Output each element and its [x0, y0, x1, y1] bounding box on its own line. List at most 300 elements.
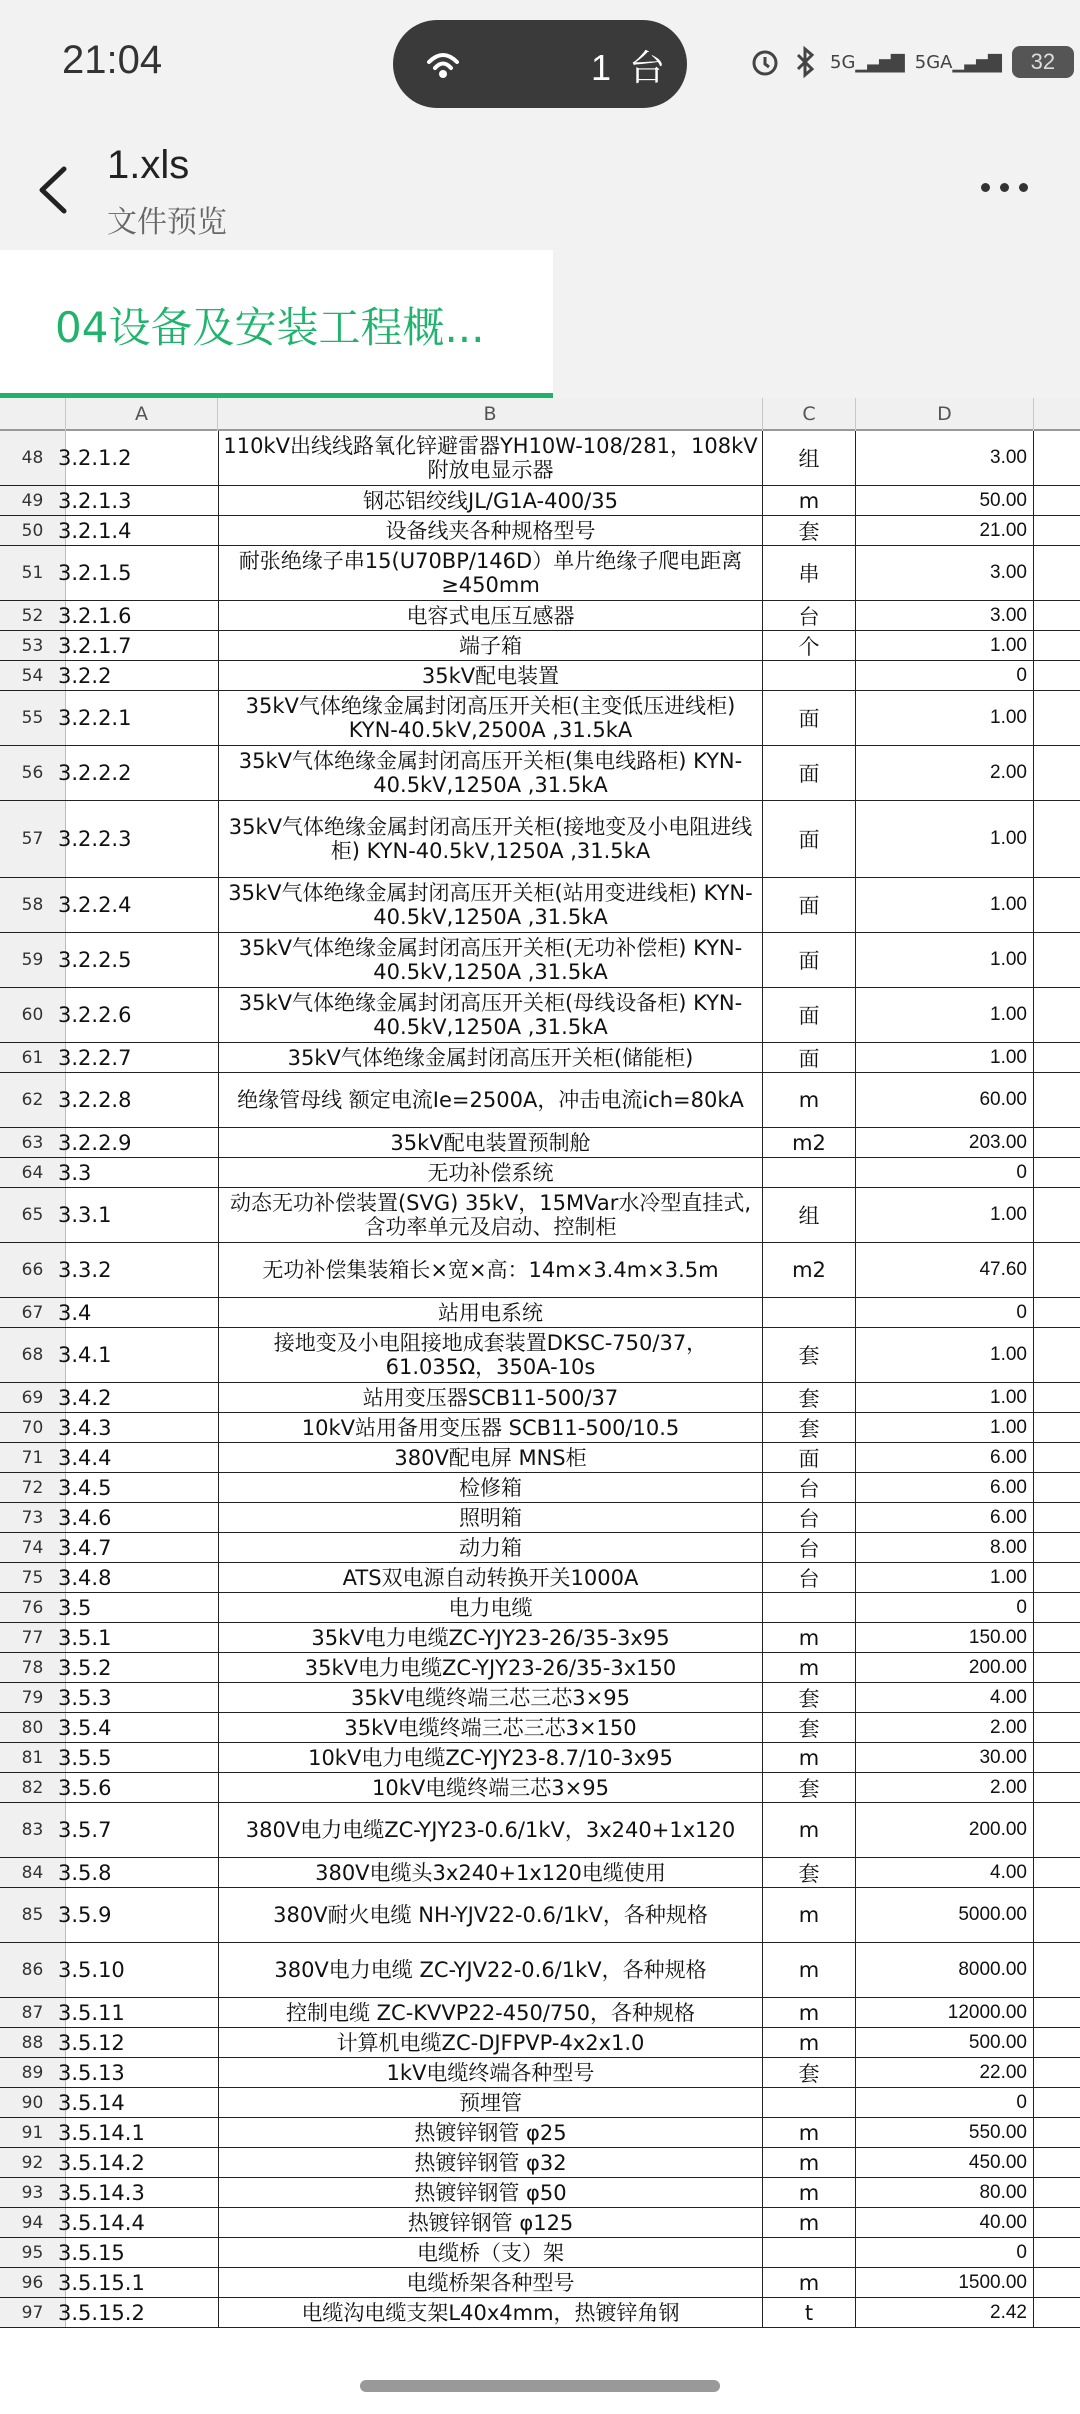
row-number[interactable]: 66	[0, 1243, 66, 1297]
row-number[interactable]: 78	[0, 1653, 66, 1682]
table-row[interactable]	[0, 2178, 1080, 2208]
cell-c[interactable]: m	[763, 1623, 856, 1652]
cell-a[interactable]	[58, 691, 218, 745]
table-row[interactable]	[0, 2298, 1080, 2328]
cell-c[interactable]: t	[763, 2298, 856, 2327]
table-row[interactable]	[0, 1888, 1080, 1943]
cell-b[interactable]: 380V电缆头3x240+1x120电缆使用	[218, 1858, 763, 1887]
row-number[interactable]: 68	[0, 1328, 66, 1382]
row-number[interactable]: 94	[0, 2208, 66, 2237]
cell-a[interactable]	[58, 1443, 218, 1472]
cell-b[interactable]: 35kV电力电缆ZC-YJY23-26/35-3x150	[218, 1653, 763, 1682]
row-number[interactable]: 52	[0, 601, 66, 630]
table-row[interactable]	[0, 1653, 1080, 1683]
row-number[interactable]: 57	[0, 801, 66, 877]
table-row[interactable]	[0, 1503, 1080, 1533]
table-row[interactable]	[0, 546, 1080, 601]
cell-a[interactable]	[58, 1998, 218, 2027]
cell-b[interactable]: 电缆桥（支）架	[218, 2238, 763, 2267]
row-number[interactable]: 51	[0, 546, 66, 600]
cell-d[interactable]: 200.00	[856, 1803, 1034, 1857]
table-row[interactable]	[0, 516, 1080, 546]
row-number[interactable]: 89	[0, 2058, 66, 2087]
cell-b[interactable]: 动态无功补偿装置(SVG) 35kV，15MVar水冷型直挂式,含功率单元及启动、控制柜	[218, 1188, 763, 1242]
table-row[interactable]	[0, 1563, 1080, 1593]
cell-b[interactable]: 380V配电屏 MNS柜	[218, 1443, 763, 1472]
column-header-a[interactable]: A	[66, 398, 218, 431]
table-row[interactable]	[0, 1773, 1080, 1803]
row-number[interactable]: 74	[0, 1533, 66, 1562]
cell-a[interactable]	[58, 1473, 218, 1502]
cell-c[interactable]: 台	[763, 1473, 856, 1502]
cell-d[interactable]: 200.00	[856, 1653, 1034, 1682]
cell-b[interactable]: 热镀锌钢管 φ50	[218, 2178, 763, 2207]
table-row[interactable]	[0, 1298, 1080, 1328]
row-number[interactable]: 90	[0, 2088, 66, 2117]
cell-a[interactable]	[58, 1073, 218, 1127]
row-number[interactable]: 80	[0, 1713, 66, 1742]
cell-c[interactable]: m	[763, 1803, 856, 1857]
row-number[interactable]: 86	[0, 1943, 66, 1997]
cell-d[interactable]: 0	[856, 661, 1034, 690]
cell-b[interactable]: 接地变及小电阻接地成套装置DKSC-750/37，61.035Ω，350A-10s	[218, 1328, 763, 1382]
row-number[interactable]: 77	[0, 1623, 66, 1652]
cell-c[interactable]: 套	[763, 1858, 856, 1887]
cell-c[interactable]: 套	[763, 1413, 856, 1442]
cell-a[interactable]	[58, 2118, 218, 2147]
table-row[interactable]	[0, 1533, 1080, 1563]
cell-c[interactable]: m	[763, 1943, 856, 1997]
row-number[interactable]: 63	[0, 1128, 66, 1157]
cell-b[interactable]: 1kV电缆终端各种型号	[218, 2058, 763, 2087]
cell-b[interactable]: 35kV气体绝缘金属封闭高压开关柜(集电线路柜) KYN-40.5kV,1250A ,31.5kA	[218, 746, 763, 800]
cell-c[interactable]: m	[763, 2178, 856, 2207]
cell-a[interactable]	[58, 1043, 218, 1072]
cell-c[interactable]: 套	[763, 1713, 856, 1742]
row-number[interactable]: 88	[0, 2028, 66, 2057]
table-row[interactable]	[0, 1413, 1080, 1443]
cell-c[interactable]: m	[763, 1998, 856, 2027]
cell-d[interactable]: 500.00	[856, 2028, 1034, 2057]
table-row[interactable]	[0, 1073, 1080, 1128]
row-number[interactable]: 97	[0, 2298, 66, 2327]
cell-d[interactable]: 8000.00	[856, 1943, 1034, 1997]
row-number[interactable]: 79	[0, 1683, 66, 1712]
cell-d[interactable]: 150.00	[856, 1623, 1034, 1652]
row-number[interactable]: 71	[0, 1443, 66, 1472]
cell-b[interactable]: 电缆桥架各种型号	[218, 2268, 763, 2297]
table-row[interactable]	[0, 2028, 1080, 2058]
table-row[interactable]	[0, 1858, 1080, 1888]
cell-b[interactable]: 预埋管	[218, 2088, 763, 2117]
cell-d[interactable]: 1.00	[856, 1563, 1034, 1592]
cell-b[interactable]: 钢芯铝绞线JL/G1A-400/35	[218, 486, 763, 515]
row-number[interactable]: 87	[0, 1998, 66, 2027]
cell-a[interactable]	[58, 631, 218, 660]
cell-a[interactable]	[58, 801, 218, 877]
home-handle[interactable]	[360, 2380, 720, 2392]
back-arrow-icon[interactable]	[32, 155, 76, 225]
cell-d[interactable]: 1.00	[856, 933, 1034, 987]
cell-b[interactable]: 35kV配电装置	[218, 661, 763, 690]
cell-a[interactable]	[58, 2028, 218, 2057]
cell-d[interactable]: 550.00	[856, 2118, 1034, 2147]
column-header-b[interactable]: B	[218, 398, 763, 431]
cell-d[interactable]: 1.00	[856, 1043, 1034, 1072]
row-number[interactable]: 60	[0, 988, 66, 1042]
cell-a[interactable]	[58, 2148, 218, 2177]
cell-a[interactable]	[58, 1943, 218, 1997]
table-row[interactable]	[0, 1243, 1080, 1298]
cell-c[interactable]: 台	[763, 1563, 856, 1592]
row-number[interactable]: 54	[0, 661, 66, 690]
table-row[interactable]	[0, 1743, 1080, 1773]
table-row[interactable]	[0, 878, 1080, 933]
row-number[interactable]: 49	[0, 486, 66, 515]
cell-b[interactable]: 35kV气体绝缘金属封闭高压开关柜(接地变及小电阻进线柜) KYN-40.5kV,1250A ,31.5kA	[218, 801, 763, 877]
cell-c[interactable]: m	[763, 1653, 856, 1682]
cell-a[interactable]	[58, 1623, 218, 1652]
cell-d[interactable]: 1.00	[856, 691, 1034, 745]
row-number[interactable]: 73	[0, 1503, 66, 1532]
cell-c[interactable]: m	[763, 1073, 856, 1127]
cell-c[interactable]: 面	[763, 1443, 856, 1472]
cell-b[interactable]: 35kV气体绝缘金属封闭高压开关柜(储能柜)	[218, 1043, 763, 1072]
cell-a[interactable]	[58, 933, 218, 987]
cell-c[interactable]: m2	[763, 1128, 856, 1157]
table-row[interactable]	[0, 601, 1080, 631]
cell-b[interactable]: 站用变压器SCB11-500/37	[218, 1383, 763, 1412]
cell-c[interactable]: m	[763, 2028, 856, 2057]
spreadsheet-grid[interactable]	[0, 398, 1080, 2360]
cell-d[interactable]: 1.00	[856, 1413, 1034, 1442]
cell-d[interactable]: 1.00	[856, 878, 1034, 932]
cell-b[interactable]: 热镀锌钢管 φ25	[218, 2118, 763, 2147]
cell-a[interactable]	[58, 431, 218, 485]
cell-c[interactable]: 套	[763, 2058, 856, 2087]
cell-c[interactable]: 面	[763, 988, 856, 1042]
cell-d[interactable]: 3.00	[856, 601, 1034, 630]
table-row[interactable]	[0, 691, 1080, 746]
cell-a[interactable]	[58, 2268, 218, 2297]
cell-b[interactable]: 35kV气体绝缘金属封闭高压开关柜(主变低压进线柜) KYN-40.5kV,2500A ,31.5kA	[218, 691, 763, 745]
cell-a[interactable]	[58, 1773, 218, 1802]
row-number[interactable]: 72	[0, 1473, 66, 1502]
cell-a[interactable]	[58, 1158, 218, 1187]
cell-b[interactable]: 380V电力电缆ZC-YJY23-0.6/1kV，3x240+1x120	[218, 1803, 763, 1857]
cell-b[interactable]: 检修箱	[218, 1473, 763, 1502]
cell-a[interactable]	[58, 2088, 218, 2117]
table-row[interactable]	[0, 801, 1080, 878]
cell-c[interactable]: 组	[763, 1188, 856, 1242]
cell-d[interactable]: 1.00	[856, 631, 1034, 660]
cell-c[interactable]: 面	[763, 801, 856, 877]
cell-c[interactable]: m	[763, 2118, 856, 2147]
cell-b[interactable]: 耐张绝缘子串15(U70BP/146D）单片绝缘子爬电距离≥450mm	[218, 546, 763, 600]
cell-d[interactable]: 203.00	[856, 1128, 1034, 1157]
cell-b[interactable]: 35kV气体绝缘金属封闭高压开关柜(母线设备柜) KYN-40.5kV,1250A ,31.5kA	[218, 988, 763, 1042]
cell-c[interactable]: 面	[763, 691, 856, 745]
cell-a[interactable]	[58, 2178, 218, 2207]
cell-b[interactable]: 热镀锌钢管 φ125	[218, 2208, 763, 2237]
cell-c[interactable]	[763, 661, 856, 690]
table-row[interactable]	[0, 1473, 1080, 1503]
cell-b[interactable]: 动力箱	[218, 1533, 763, 1562]
cell-c[interactable]	[763, 1593, 856, 1622]
cell-b[interactable]: 35kV配电装置预制舱	[218, 1128, 763, 1157]
cell-b[interactable]: 无功补偿系统	[218, 1158, 763, 1187]
table-row[interactable]	[0, 1943, 1080, 1998]
cell-b[interactable]: 电容式电压互感器	[218, 601, 763, 630]
cell-d[interactable]: 1500.00	[856, 2268, 1034, 2297]
column-header-d[interactable]: D	[856, 398, 1034, 431]
sheet-tab[interactable]	[0, 250, 553, 398]
cell-d[interactable]: 1.00	[856, 801, 1034, 877]
table-row[interactable]	[0, 746, 1080, 801]
cell-b[interactable]: 35kV气体绝缘金属封闭高压开关柜(站用变进线柜) KYN-40.5kV,1250A ,31.5kA	[218, 878, 763, 932]
row-number[interactable]: 53	[0, 631, 66, 660]
table-row[interactable]	[0, 2118, 1080, 2148]
cell-d[interactable]: 40.00	[856, 2208, 1034, 2237]
table-row[interactable]	[0, 631, 1080, 661]
cell-c[interactable]: 套	[763, 516, 856, 545]
cell-a[interactable]	[58, 546, 218, 600]
cell-d[interactable]: 47.60	[856, 1243, 1034, 1297]
cell-c[interactable]: 面	[763, 933, 856, 987]
cell-d[interactable]: 2.42	[856, 2298, 1034, 2327]
row-number[interactable]: 91	[0, 2118, 66, 2147]
table-row[interactable]	[0, 1443, 1080, 1473]
table-row[interactable]	[0, 1803, 1080, 1858]
cell-b[interactable]: 热镀锌钢管 φ32	[218, 2148, 763, 2177]
row-number[interactable]: 56	[0, 746, 66, 800]
column-header-c[interactable]: C	[763, 398, 856, 431]
cell-d[interactable]: 21.00	[856, 516, 1034, 545]
cell-a[interactable]	[58, 1653, 218, 1682]
cell-a[interactable]	[58, 601, 218, 630]
cell-d[interactable]: 22.00	[856, 2058, 1034, 2087]
cell-a[interactable]	[58, 2208, 218, 2237]
cell-b[interactable]: 设备线夹各种规格型号	[218, 516, 763, 545]
row-number[interactable]: 82	[0, 1773, 66, 1802]
cell-a[interactable]	[58, 2058, 218, 2087]
cell-d[interactable]: 0	[856, 1158, 1034, 1187]
row-number[interactable]: 62	[0, 1073, 66, 1127]
cell-c[interactable]: 面	[763, 878, 856, 932]
table-row[interactable]	[0, 1713, 1080, 1743]
cell-c[interactable]: 组	[763, 431, 856, 485]
cell-c[interactable]: 面	[763, 746, 856, 800]
cell-a[interactable]	[58, 1298, 218, 1327]
row-number[interactable]: 95	[0, 2238, 66, 2267]
cell-d[interactable]: 0	[856, 1298, 1034, 1327]
row-number[interactable]: 48	[0, 431, 66, 485]
cell-c[interactable]: m	[763, 1743, 856, 1772]
cell-b[interactable]: 电力电缆	[218, 1593, 763, 1622]
table-row[interactable]	[0, 661, 1080, 691]
cell-c[interactable]: 面	[763, 1043, 856, 1072]
table-row[interactable]	[0, 933, 1080, 988]
cell-c[interactable]: 套	[763, 1683, 856, 1712]
cell-b[interactable]: 无功补偿集装箱长×宽×高：14m×3.4m×3.5m	[218, 1243, 763, 1297]
cell-c[interactable]: 套	[763, 1383, 856, 1412]
table-row[interactable]	[0, 1623, 1080, 1653]
cell-a[interactable]	[58, 988, 218, 1042]
row-number[interactable]: 85	[0, 1888, 66, 1942]
cell-d[interactable]: 50.00	[856, 486, 1034, 515]
table-row[interactable]	[0, 486, 1080, 516]
more-menu-icon[interactable]	[975, 177, 1035, 197]
cell-c[interactable]: 套	[763, 1328, 856, 1382]
table-row[interactable]	[0, 2058, 1080, 2088]
table-row[interactable]	[0, 431, 1080, 486]
row-number[interactable]: 75	[0, 1563, 66, 1592]
cell-d[interactable]: 6.00	[856, 1443, 1034, 1472]
cell-c[interactable]: m	[763, 2148, 856, 2177]
row-number[interactable]: 81	[0, 1743, 66, 1772]
cell-a[interactable]	[58, 661, 218, 690]
cell-c[interactable]: m	[763, 2268, 856, 2297]
cell-b[interactable]: 35kV电缆终端三芯三芯3×95	[218, 1683, 763, 1712]
connection-pill[interactable]	[393, 20, 687, 108]
cell-d[interactable]: 0	[856, 1593, 1034, 1622]
cell-a[interactable]	[58, 1243, 218, 1297]
cell-a[interactable]	[58, 1858, 218, 1887]
row-number[interactable]: 58	[0, 878, 66, 932]
table-row[interactable]	[0, 2148, 1080, 2178]
cell-a[interactable]	[58, 1383, 218, 1412]
table-row[interactable]	[0, 2088, 1080, 2118]
cell-a[interactable]	[58, 1803, 218, 1857]
table-row[interactable]	[0, 1383, 1080, 1413]
row-number[interactable]: 76	[0, 1593, 66, 1622]
row-number[interactable]: 70	[0, 1413, 66, 1442]
cell-d[interactable]: 1.00	[856, 988, 1034, 1042]
cell-c[interactable]: 个	[763, 631, 856, 660]
cell-a[interactable]	[58, 2298, 218, 2327]
cell-a[interactable]	[58, 878, 218, 932]
cell-a[interactable]	[58, 1413, 218, 1442]
table-row[interactable]	[0, 2268, 1080, 2298]
cell-d[interactable]: 5000.00	[856, 1888, 1034, 1942]
cell-c[interactable]: m	[763, 486, 856, 515]
cell-c[interactable]: m2	[763, 1243, 856, 1297]
cell-c[interactable]: m	[763, 2208, 856, 2237]
row-number[interactable]: 93	[0, 2178, 66, 2207]
table-row[interactable]	[0, 1158, 1080, 1188]
cell-d[interactable]: 2.00	[856, 1773, 1034, 1802]
cell-d[interactable]: 4.00	[856, 1858, 1034, 1887]
cell-d[interactable]: 450.00	[856, 2148, 1034, 2177]
cell-c[interactable]	[763, 1298, 856, 1327]
row-number[interactable]: 65	[0, 1188, 66, 1242]
table-row[interactable]	[0, 988, 1080, 1043]
cell-b[interactable]: 计算机电缆ZC-DJFPVP-4x2x1.0	[218, 2028, 763, 2057]
cell-a[interactable]	[58, 1328, 218, 1382]
cell-a[interactable]	[58, 746, 218, 800]
column-header-e[interactable]	[1034, 398, 1080, 431]
cell-b[interactable]: 10kV电缆终端三芯3×95	[218, 1773, 763, 1802]
cell-d[interactable]: 2.00	[856, 746, 1034, 800]
cell-a[interactable]	[58, 1593, 218, 1622]
cell-b[interactable]: 35kV气体绝缘金属封闭高压开关柜(无功补偿柜) KYN-40.5kV,1250A ,31.5kA	[218, 933, 763, 987]
cell-d[interactable]: 1.00	[856, 1383, 1034, 1412]
cell-d[interactable]: 60.00	[856, 1073, 1034, 1127]
table-row[interactable]	[0, 1128, 1080, 1158]
cell-c[interactable]	[763, 2238, 856, 2267]
cell-a[interactable]	[58, 1188, 218, 1242]
row-number[interactable]: 92	[0, 2148, 66, 2177]
cell-c[interactable]: 台	[763, 1533, 856, 1562]
cell-b[interactable]: 站用电系统	[218, 1298, 763, 1327]
cell-d[interactable]: 12000.00	[856, 1998, 1034, 2027]
table-row[interactable]	[0, 1043, 1080, 1073]
cell-b[interactable]: 电缆沟电缆支架L40x4mm，热镀锌角钢	[218, 2298, 763, 2327]
cell-a[interactable]	[58, 1713, 218, 1742]
row-number[interactable]: 50	[0, 516, 66, 545]
cell-a[interactable]	[58, 1533, 218, 1562]
cell-d[interactable]: 3.00	[856, 431, 1034, 485]
cell-b[interactable]: 控制电缆 ZC-KVVP22-450/750，各种规格	[218, 1998, 763, 2027]
cell-b[interactable]: 380V电力电缆 ZC-YJV22-0.6/1kV，各种规格	[218, 1943, 763, 1997]
row-number[interactable]: 84	[0, 1858, 66, 1887]
row-number[interactable]: 69	[0, 1383, 66, 1412]
cell-b[interactable]: ATS双电源自动转换开关1000A	[218, 1563, 763, 1592]
cell-d[interactable]: 6.00	[856, 1503, 1034, 1532]
cell-b[interactable]: 10kV站用备用变压器 SCB11-500/10.5	[218, 1413, 763, 1442]
cell-c[interactable]	[763, 2088, 856, 2117]
row-number[interactable]: 61	[0, 1043, 66, 1072]
cell-d[interactable]: 30.00	[856, 1743, 1034, 1772]
table-row[interactable]	[0, 1593, 1080, 1623]
row-number[interactable]: 96	[0, 2268, 66, 2297]
cell-a[interactable]	[58, 1503, 218, 1532]
row-number[interactable]: 55	[0, 691, 66, 745]
cell-a[interactable]	[58, 1888, 218, 1942]
cell-c[interactable]: 台	[763, 1503, 856, 1532]
table-row[interactable]	[0, 2238, 1080, 2268]
cell-b[interactable]: 端子箱	[218, 631, 763, 660]
row-number[interactable]: 67	[0, 1298, 66, 1327]
cell-d[interactable]: 0	[856, 2238, 1034, 2267]
cell-a[interactable]	[58, 486, 218, 515]
cell-b[interactable]: 35kV电缆终端三芯三芯3×150	[218, 1713, 763, 1742]
cell-c[interactable]: 台	[763, 601, 856, 630]
cell-b[interactable]: 照明箱	[218, 1503, 763, 1532]
cell-a[interactable]	[58, 1128, 218, 1157]
cell-d[interactable]: 6.00	[856, 1473, 1034, 1502]
cell-b[interactable]: 绝缘管母线 额定电流Ie=2500A，冲击电流ich=80kA	[218, 1073, 763, 1127]
cell-a[interactable]	[58, 1743, 218, 1772]
cell-d[interactable]: 1.00	[856, 1328, 1034, 1382]
table-row[interactable]	[0, 1188, 1080, 1243]
row-number[interactable]: 83	[0, 1803, 66, 1857]
cell-d[interactable]: 8.00	[856, 1533, 1034, 1562]
row-number[interactable]: 59	[0, 933, 66, 987]
row-number[interactable]: 64	[0, 1158, 66, 1187]
cell-b[interactable]: 110kV出线线路氧化锌避雷器YH10W-108/281，108kV附放电显示器	[218, 431, 763, 485]
cell-a[interactable]	[58, 2238, 218, 2267]
cell-d[interactable]: 3.00	[856, 546, 1034, 600]
table-row[interactable]	[0, 1328, 1080, 1383]
cell-a[interactable]	[58, 1563, 218, 1592]
cell-c[interactable]: 串	[763, 546, 856, 600]
cell-a[interactable]	[58, 516, 218, 545]
cell-d[interactable]: 2.00	[856, 1713, 1034, 1742]
cell-d[interactable]: 1.00	[856, 1188, 1034, 1242]
table-row[interactable]	[0, 1683, 1080, 1713]
cell-d[interactable]: 4.00	[856, 1683, 1034, 1712]
